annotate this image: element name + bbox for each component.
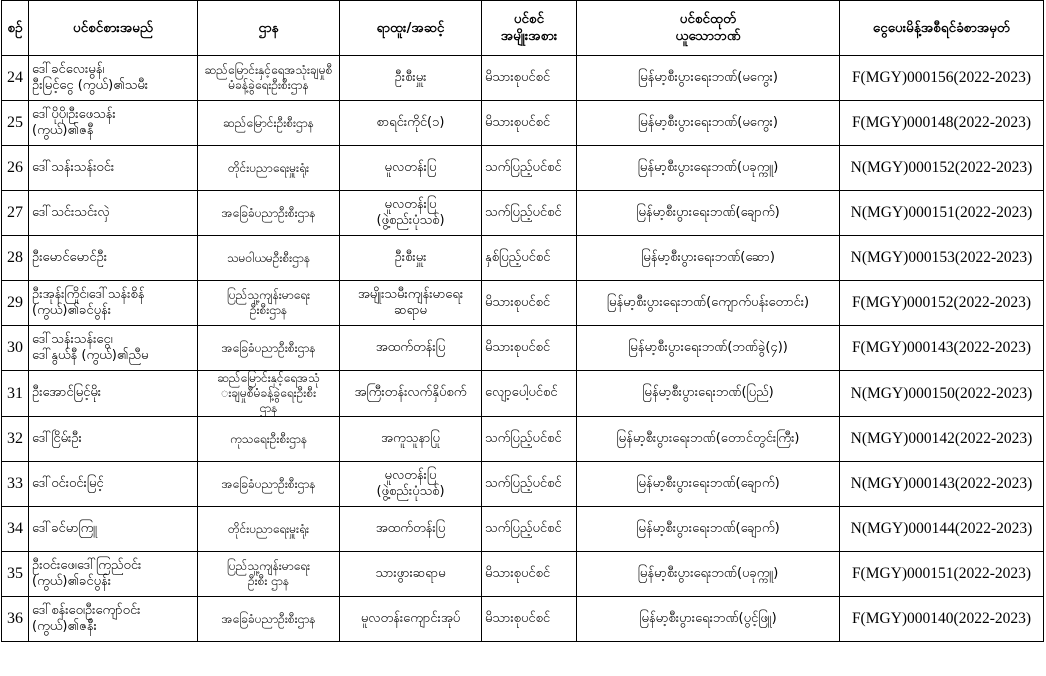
cell-name	[29, 56, 198, 101]
cell-dept-line: တိုင်းပညာရေးမှူးရုံး	[227, 160, 310, 175]
cell-dept	[198, 597, 340, 642]
cell-name	[29, 326, 198, 371]
cell-rank-line: ဆရာမ	[394, 303, 427, 318]
cell-rank	[340, 56, 482, 101]
cell-cert: N(MGY)000150(2022-2023)	[840, 371, 1044, 417]
cell-rank-line: ဦးစီးမှူး	[394, 69, 427, 85]
cell-rank-line: မူလတန်းပြ	[384, 159, 437, 175]
cell-dept	[198, 101, 340, 146]
cell-dept-line: အခြေခံပညာဦးစီးဌာန	[221, 340, 316, 355]
cell-no: 28	[2, 236, 29, 281]
cell-dept-line: ဆည်မြောင်းဦးစီးဌာန	[223, 115, 314, 130]
cell-dept-line: မံခန့်ခွဲရေးဦးစီးဌာန	[228, 78, 309, 92]
cell-dept	[198, 417, 340, 462]
cell-cert: N(MGY)000144(2022-2023)	[840, 507, 1044, 552]
header-no: စဉ်	[2, 1, 29, 56]
cell-dept-line: းချမှုစီမံခန့်ခွဲရေးဦးစီး	[220, 386, 317, 400]
cell-type: မိသားစုပင်စင်	[482, 101, 577, 146]
cell-issuer: မြန်မာ့စီးပွားရေးဘဏ်(ချောက်)	[577, 507, 840, 552]
cell-dept-line: ဦးစီးဌာန	[249, 303, 288, 317]
cell-name	[29, 462, 198, 507]
cell-rank-line: ဦးစီးမှူး	[394, 249, 427, 265]
cell-dept-line: အခြေခံပညာဦးစီးဌာန	[221, 611, 316, 626]
cell-issuer: မြန်မာ့စီးပွားရေးဘဏ်(မကွေး)	[577, 101, 840, 146]
cell-type: မိသားစုပင်စင်	[482, 552, 577, 597]
cell-cert: F(MGY)000148(2022-2023)	[840, 101, 1044, 146]
cell-dept	[198, 281, 340, 326]
cell-dept-line: ပြည်သူ့ကျန်းမာရေး	[226, 288, 311, 302]
cell-rank-line: မူလတန်းပြ	[384, 467, 437, 483]
cell-dept-line: ကုသရေးဦးစီးဌာန	[229, 431, 308, 446]
cell-type: သက်ပြည့်ပင်စင်	[482, 146, 577, 191]
cell-no: 30	[2, 326, 29, 371]
cell-name	[29, 236, 198, 281]
cell-type: သက်ပြည့်ပင်စင်	[482, 191, 577, 236]
cell-cert: N(MGY)000151(2022-2023)	[840, 191, 1044, 236]
cell-name-line: ဒေါ်ဝင်းဝင်းမြင့်	[32, 475, 104, 491]
cell-cert: N(MGY)000143(2022-2023)	[840, 462, 1044, 507]
cell-rank	[340, 146, 482, 191]
cell-name	[29, 597, 198, 642]
cell-cert: F(MGY)000143(2022-2023)	[840, 326, 1044, 371]
table-row	[2, 191, 1044, 236]
cell-rank-line: အထက်တန်းပြ	[375, 339, 446, 355]
table-row	[2, 236, 1044, 281]
cell-rank-line: မူလတန်းကျောင်းအုပ်	[360, 610, 461, 626]
cell-name	[29, 417, 198, 462]
cell-no: 24	[2, 56, 29, 101]
cell-dept	[198, 191, 340, 236]
cell-type: သက်ပြည့်ပင်စင်	[482, 462, 577, 507]
cell-issuer: မြန်မာ့စီးပွားရေးဘဏ်(ပြည်)	[577, 371, 840, 417]
cell-no: 36	[2, 597, 29, 642]
cell-rank-line: အထက်တန်းပြ	[375, 520, 446, 536]
cell-type: သက်ပြည့်ပင်စင်	[482, 507, 577, 552]
cell-rank	[340, 101, 482, 146]
cell-dept	[198, 462, 340, 507]
cell-dept	[198, 326, 340, 371]
cell-type: မိသားစုပင်စင်	[482, 597, 577, 642]
cell-name	[29, 101, 198, 146]
cell-name-line: ဒေါ်ခင်မာကြူ	[32, 520, 98, 536]
table-row	[2, 507, 1044, 552]
header-dept: ဌာန	[198, 1, 340, 56]
cell-rank-line: မူလတန်းပြ	[384, 196, 437, 212]
cell-name-line: (ကွယ်)၏ဇနီ	[32, 123, 94, 138]
cell-rank-line: (ဖွဲ့စည်းပုံသစ်)	[376, 213, 445, 228]
table-row	[2, 462, 1044, 507]
cell-dept	[198, 371, 340, 417]
cell-cert: F(MGY)000140(2022-2023)	[840, 597, 1044, 642]
table-row	[2, 146, 1044, 191]
cell-dept-line: ပြည်သူ့ကျန်းမာရေး	[226, 559, 311, 573]
header-type	[482, 1, 577, 56]
cell-name-line: (ကွယ်)၏ခင်ပွန်း	[32, 303, 112, 318]
table-row	[2, 597, 1044, 642]
cell-issuer: မြန်မာ့စီးပွားရေးဘဏ်(ချောက်)	[577, 462, 840, 507]
cell-type: မိသားစုပင်စင်	[482, 56, 577, 101]
cell-issuer: မြန်မာ့စီးပွားရေးဘဏ်(ပွင့်ဖြူ)	[577, 597, 840, 642]
cell-dept-line: တိုင်းပညာရေးမှူးရုံး	[227, 521, 310, 536]
cell-cert: N(MGY)000142(2022-2023)	[840, 417, 1044, 462]
cell-cert: N(MGY)000152(2022-2023)	[840, 146, 1044, 191]
cell-type: မိသားစုပင်စင်	[482, 326, 577, 371]
cell-dept	[198, 507, 340, 552]
cell-name-line: (ကွယ်)၏ခင်ပွန်း	[32, 574, 112, 589]
cell-name-line: ဒေါ်စန်းဝေ၊ဦးကျော်ဝင်း	[32, 602, 141, 618]
cell-dept-line: ဦးစီး ဌာန	[247, 574, 290, 588]
table-row	[2, 101, 1044, 146]
cell-no: 27	[2, 191, 29, 236]
cell-name-line: ဒေါ်ပိုပို၊ဦးဖေသန်း	[32, 106, 116, 122]
cell-issuer: မြန်မာ့စီးပွားရေးဘဏ်(တောင်တွင်းကြီး)	[577, 417, 840, 462]
cell-rank	[340, 326, 482, 371]
cell-rank-line: အမျိုးသမီးကျန်းမာရေး	[357, 286, 464, 302]
header-row	[2, 1, 1044, 56]
cell-dept-line: ဆည်မြောင်းနှင့်ရေအသုံးချမှုစီ	[204, 63, 333, 77]
cell-dept	[198, 236, 340, 281]
table-row	[2, 56, 1044, 101]
cell-name-line: ဦးဝင်းဖေ၊ဒေါ်ကြည်ဝင်း	[32, 557, 142, 573]
cell-rank	[340, 462, 482, 507]
cell-name	[29, 191, 198, 236]
cell-issuer: မြန်မာ့စီးပွားရေးဘဏ်(ပခုက္ကူ)	[577, 146, 840, 191]
cell-name-line: ဒေါ်နွယ်နီ (ကွယ်)၏ညီမ	[32, 348, 149, 363]
cell-name-line: ဒေါ်သန်းသန်းငွေ၊	[32, 331, 113, 347]
cell-rank	[340, 191, 482, 236]
cell-type: နှစ်ပြည့်ပင်စင်	[482, 236, 577, 281]
cell-no: 34	[2, 507, 29, 552]
cell-rank	[340, 417, 482, 462]
cell-no: 25	[2, 101, 29, 146]
cell-issuer: မြန်မာ့စီးပွားရေးဘဏ်(ဆော)	[577, 236, 840, 281]
pension-table	[1, 0, 1044, 642]
header-issuer	[577, 1, 840, 56]
cell-no: 32	[2, 417, 29, 462]
table-row	[2, 417, 1044, 462]
cell-dept-line: သမဝါယမဦးစီးဌာန	[226, 250, 311, 265]
cell-name-line: (ကွယ်)၏ဇနီး	[32, 619, 97, 634]
cell-name-line: ဒေါ်သင်းသင်းလှဲ	[32, 204, 110, 220]
cell-no: 35	[2, 552, 29, 597]
cell-issuer: မြန်မာ့စီးပွားရေးဘဏ်(ပခုက္ကူ)	[577, 552, 840, 597]
cell-dept-line: ဌာန	[259, 401, 278, 415]
header-type-line2: အမျိုးအစား	[500, 28, 558, 44]
cell-rank	[340, 507, 482, 552]
cell-name-line: ဒေါ်ငြိမ်းဦး	[32, 430, 82, 446]
cell-no: 26	[2, 146, 29, 191]
header-cert: ငွေပေးမိန့်အစီရင်ခံစာအမှတ်	[840, 1, 1044, 56]
cell-rank	[340, 597, 482, 642]
cell-name-line: ဦးမောင်မောင်ဦး	[32, 249, 108, 265]
cell-cert: F(MGY)000152(2022-2023)	[840, 281, 1044, 326]
cell-cert: F(MGY)000151(2022-2023)	[840, 552, 1044, 597]
header-issuer-line1: ပင်စင်ထုတ်	[679, 11, 737, 28]
cell-name-line: ဦးအုန်းကြိုင်၊ဒေါ်သန်းစိန်	[32, 286, 145, 302]
cell-issuer: မြန်မာ့စီးပွားရေးဘဏ်(မကွေး)	[577, 56, 840, 101]
cell-issuer: မြန်မာ့စီးပွားရေးဘဏ်(ဘဏ်ခွဲ(၄))	[577, 326, 840, 371]
cell-type: လျော့ပေါ့ပင်စင်	[482, 371, 577, 417]
cell-dept-line: ဆည်မြောင်းနှင့်ရေအသုံ	[217, 371, 320, 385]
cell-name	[29, 507, 198, 552]
cell-cert: N(MGY)000153(2022-2023)	[840, 236, 1044, 281]
cell-rank	[340, 552, 482, 597]
cell-rank	[340, 281, 482, 326]
header-type-line1: ပင်စင်	[513, 11, 545, 28]
cell-name	[29, 146, 198, 191]
cell-dept-line: အခြေခံပညာဦးစီးဌာန	[221, 205, 316, 220]
cell-rank	[340, 236, 482, 281]
table-row	[2, 326, 1044, 371]
cell-cert: F(MGY)000156(2022-2023)	[840, 56, 1044, 101]
cell-dept-line: အခြေခံပညာဦးစီးဌာန	[221, 476, 316, 491]
cell-no: 29	[2, 281, 29, 326]
cell-name	[29, 281, 198, 326]
cell-name	[29, 552, 198, 597]
cell-issuer: မြန်မာ့စီးပွားရေးဘဏ်(ကျောက်ပန်းတောင်း)	[577, 281, 840, 326]
cell-dept	[198, 552, 340, 597]
table-row	[2, 552, 1044, 597]
table-row	[2, 281, 1044, 326]
cell-name-line: ဦးမြင့်ငွေ (ကွယ်)၏သမီး	[32, 78, 149, 93]
cell-name-line: ဒေါ်သန်းသန်းဝင်း	[32, 159, 115, 175]
table-body	[2, 56, 1044, 642]
header-issuer-line2: ယူသောဘဏ်	[675, 28, 741, 44]
cell-no: 31	[2, 371, 29, 417]
header-rank: ရာထူး/အဆင့်	[340, 1, 482, 56]
cell-rank-line: အကူသူနာပြု	[381, 430, 440, 446]
cell-dept	[198, 146, 340, 191]
cell-type: မိသားစုပင်စင်	[482, 281, 577, 326]
cell-issuer: မြန်မာ့စီးပွားရေးဘဏ်(ချောက်)	[577, 191, 840, 236]
header-name: ပင်စင်စားအမည်	[29, 1, 198, 56]
cell-name-line: ဦးအောင်မြင့်မိုး	[32, 385, 102, 401]
cell-rank	[340, 371, 482, 417]
cell-name-line: ဒေါ်ခင်လေးမွန်၊	[32, 61, 105, 77]
cell-type: သက်ပြည့်ပင်စင်	[482, 417, 577, 462]
cell-rank-line: (ဖွဲ့စည်းပုံသစ်)	[376, 484, 445, 499]
table-row	[2, 371, 1044, 417]
cell-rank-line: သားဖွားဆရာမ	[375, 565, 446, 581]
cell-name	[29, 371, 198, 417]
cell-rank-line: စာရင်းကိုင်(၁)	[376, 114, 445, 130]
cell-rank-line: အကြီးတန်းလက်နှိပ်စက်	[354, 385, 467, 401]
cell-dept	[198, 56, 340, 101]
cell-no: 33	[2, 462, 29, 507]
